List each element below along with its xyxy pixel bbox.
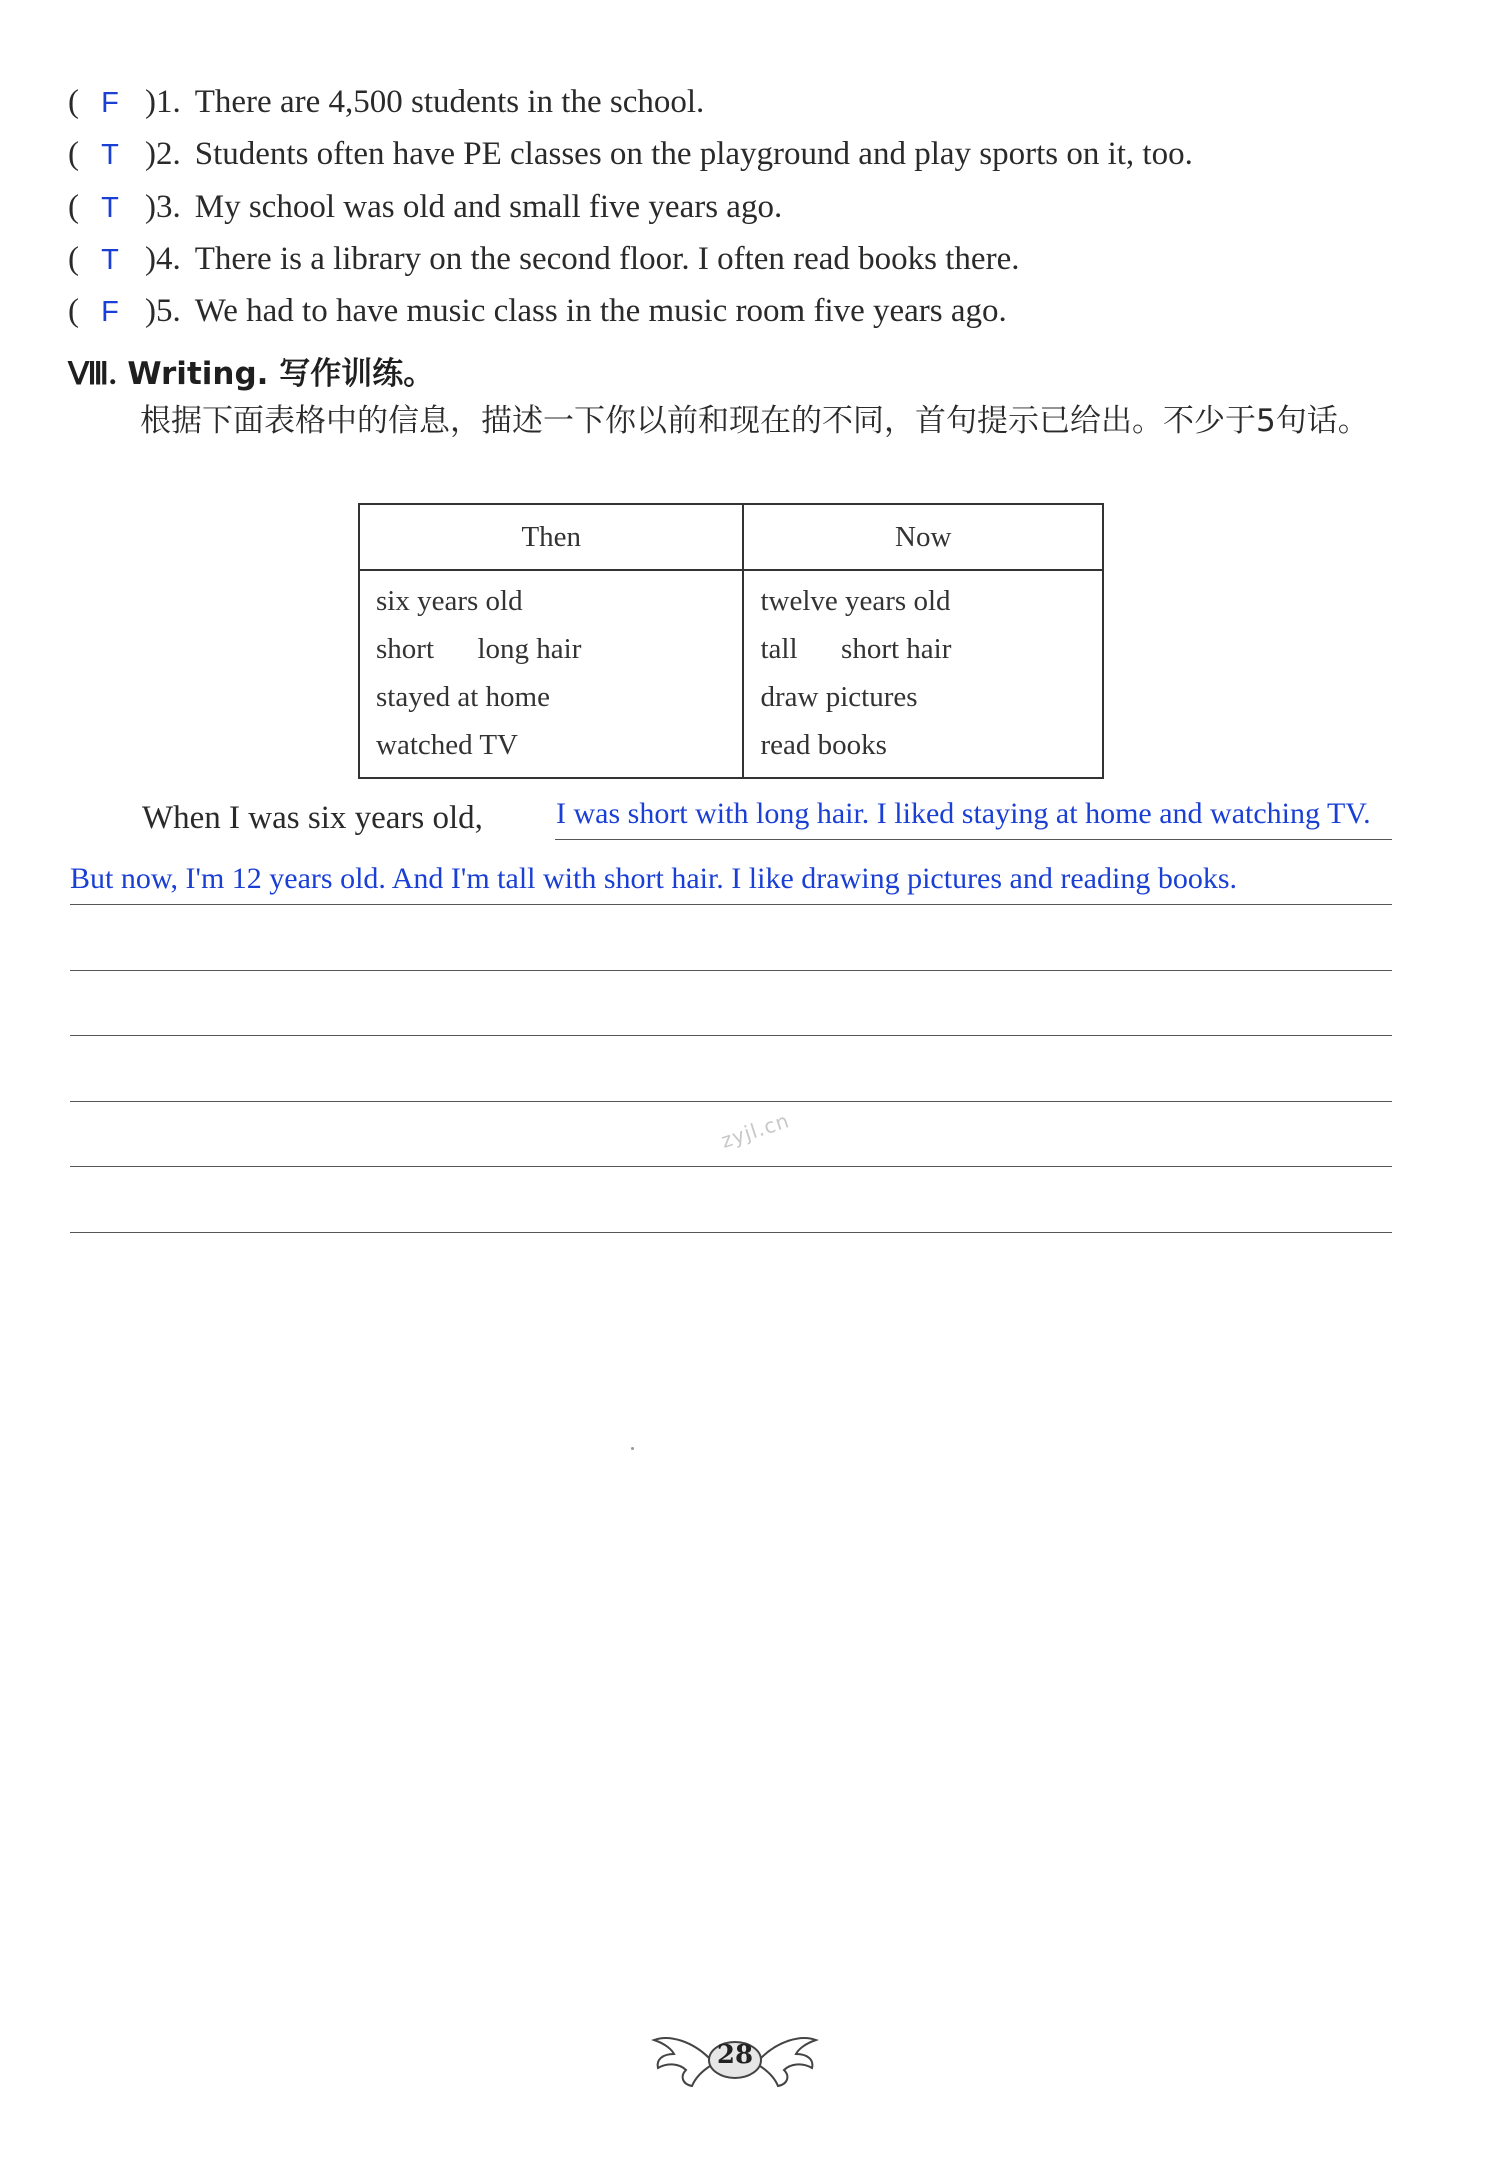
now-item: draw pictures	[760, 681, 918, 713]
tf-item-1	[68, 84, 704, 121]
tf-answer: T	[101, 139, 119, 171]
page-number: 28	[716, 2040, 754, 2070]
tf-statement: Students often have PE classes on the playground and play sports on it, too.	[194, 136, 1193, 172]
then-column	[359, 570, 743, 778]
handwritten-answer-line-2: But now, I'm 12 years old. And I'm tall with short hair. I like drawing pictures and reading books.	[70, 862, 1237, 895]
tf-statement: We had to have music class in the music room five years ago.	[194, 293, 1007, 329]
tf-item-2	[68, 136, 1193, 173]
answer-rule	[70, 1232, 1392, 1233]
open-paren: (	[68, 241, 79, 277]
now-item: read books	[760, 729, 887, 761]
tf-number: )4.	[145, 241, 181, 277]
then-item: stayed at home	[376, 681, 550, 713]
answer-rule	[70, 1035, 1392, 1036]
tf-answer: F	[101, 87, 119, 119]
answer-rule	[70, 904, 1392, 905]
tf-statement: There is a library on the second floor. I often read books there.	[194, 241, 1020, 277]
answer-rule	[70, 1101, 1392, 1102]
table-header-now: Now	[743, 504, 1103, 570]
tf-item-4	[68, 241, 1019, 278]
open-paren: (	[68, 136, 79, 172]
then-now-table	[358, 503, 1104, 779]
tf-item-5	[68, 293, 1007, 330]
now-item: twelve years old	[760, 585, 951, 617]
open-paren: (	[68, 293, 79, 329]
open-paren: (	[68, 84, 79, 120]
then-item: watched TV	[376, 729, 518, 761]
now-column	[743, 570, 1103, 778]
tf-answer: T	[101, 244, 119, 276]
tf-number: )3.	[145, 189, 181, 225]
then-item: six years old	[376, 585, 523, 617]
tf-answer: T	[101, 192, 119, 224]
now-item: tall short hair	[760, 633, 952, 665]
section-title: Writing. 写作训练。	[127, 356, 435, 392]
tf-statement: My school was old and small five years ago.	[194, 189, 783, 225]
open-paren: (	[68, 189, 79, 225]
tf-number: )1.	[145, 84, 181, 120]
then-item: short long hair	[376, 633, 582, 665]
speck	[631, 1447, 634, 1450]
answer-rule	[70, 1166, 1392, 1167]
section-instruction: 根据下面表格中的信息，描述一下你以前和现在的不同，首句提示已给出。不少于5句话。	[140, 403, 1369, 439]
writing-lead: When I was six years old,	[142, 800, 483, 836]
tf-item-3	[68, 189, 782, 226]
handwritten-answer-line-1: I was short with long hair. I liked staying at home and watching TV.	[556, 797, 1371, 830]
tf-number: )2.	[145, 136, 181, 172]
table-header-then: Then	[359, 504, 743, 570]
tf-number: )5.	[145, 293, 181, 329]
answer-rule	[555, 839, 1392, 840]
section-heading	[68, 348, 434, 393]
section-numeral: Ⅷ.	[68, 356, 117, 391]
watermark: zyjl.cn	[718, 1108, 793, 1153]
tf-statement: There are 4,500 students in the school.	[194, 84, 705, 120]
answer-rule	[70, 970, 1392, 971]
tf-answer: F	[101, 296, 119, 328]
page-number-badge	[648, 2020, 822, 2100]
